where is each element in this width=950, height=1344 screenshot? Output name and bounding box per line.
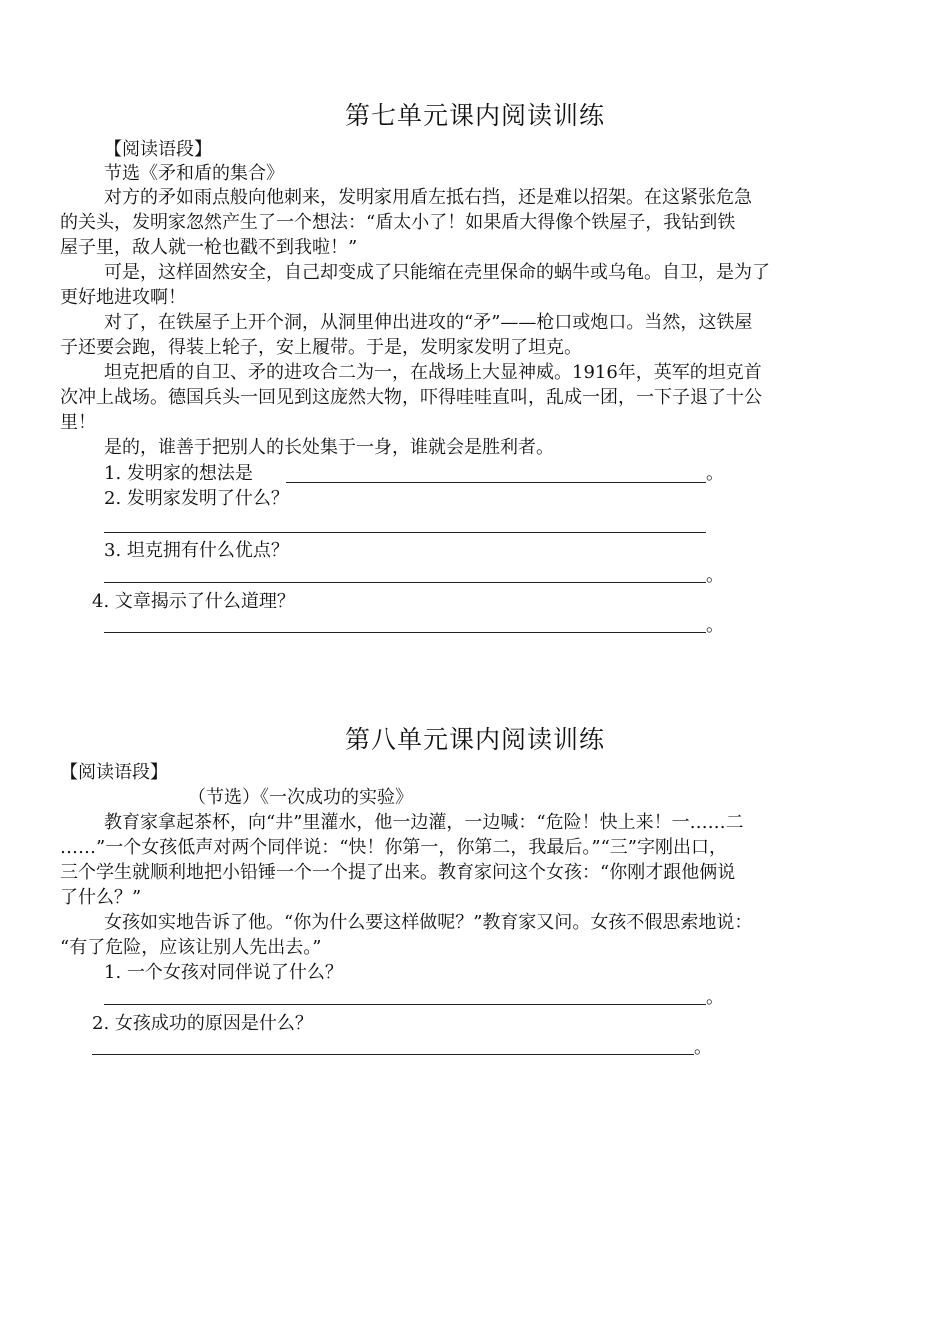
unit8-source: （节选）《一次成功的实验》 <box>188 787 413 808</box>
question-text: 1. 发明家的想法是 <box>104 463 253 484</box>
unit7-para-line: 子还要会跑，得装上轮子，安上履带。于是，发明家发明了坦克。 <box>60 337 582 358</box>
unit7-para-line: 屋子里，敌人就一枪也戳不到我啦！” <box>60 237 358 258</box>
unit7-question-1 <box>104 462 253 486</box>
unit7-para-line: 对了，在铁屋子上开个洞，从洞里伸出进攻的“矛”——枪口或炮口。当然，这铁屋 <box>104 312 753 333</box>
unit8-para-line: 教育家拿起茶杯，向“井”里灌水，他一边灌，一边喊：“危险！快上来！一……二 <box>104 812 744 833</box>
unit7-para-line: 对方的矛如雨点般向他刺来，发明家用盾左抵右挡，还是难以招架。在这紧张危急 <box>104 187 752 208</box>
unit8-para-line: 三个学生就顺利地把小铅锤一个一个提了出来。教育家问这个女孩：“你刚才跟他俩说 <box>60 862 736 883</box>
answer-blank-q3[interactable] <box>104 582 706 583</box>
unit7-title: 第七单元课内阅读训练 <box>344 101 605 130</box>
unit8-para-line: “有了危险，应该让别人先出去。” <box>60 937 322 958</box>
answer-blank-q1[interactable] <box>104 1004 706 1005</box>
unit8-para-line: 了什么？” <box>60 887 142 908</box>
period: 。 <box>694 1037 712 1058</box>
unit7-para-line: 里！ <box>60 412 96 433</box>
unit8-title: 第八单元课内阅读训练 <box>344 725 605 754</box>
answer-blank-q4[interactable] <box>104 632 706 633</box>
unit7-para-line: 是的，谁善于把别人的长处集于一身，谁就会是胜利者。 <box>104 437 554 458</box>
unit8-question-1: 1. 一个女孩对同伴说了什么？ <box>104 962 343 983</box>
unit7-section-label: 【阅读语段】 <box>104 139 212 160</box>
unit7-para-line: 的关头，发明家忽然产生了一个想法：“盾太小了！如果盾大得像个铁屋子，我钻到铁 <box>60 212 736 233</box>
unit7-source: 节选《矛和盾的集合》 <box>104 163 284 184</box>
answer-blank-q2[interactable] <box>92 1054 694 1055</box>
unit8-section-label: 【阅读语段】 <box>60 762 168 783</box>
unit7-question-4: 4. 文章揭示了什么道理？ <box>92 591 295 612</box>
unit8-question-2: 2. 女孩成功的原因是什么？ <box>92 1013 313 1034</box>
unit8-para-line: ……”一个女孩低声对两个同伴说：“快！你第一，你第二，我最后。”“三”字刚出口， <box>60 837 728 858</box>
period: 。 <box>706 463 724 484</box>
unit8-para-line: 女孩如实地告诉了他。“你为什么要这样做呢？”教育家又问。女孩不假思索地说： <box>104 912 753 933</box>
period: 。 <box>706 565 724 586</box>
unit7-para-line: 坦克把盾的自卫、矛的进攻合二为一，在战场上大显神威。1916年，英军的坦克首 <box>104 362 762 383</box>
period: 。 <box>706 987 724 1008</box>
answer-blank-q1[interactable] <box>286 482 706 483</box>
unit7-para-line: 次冲上战场。德国兵头一回见到这庞然大物，吓得哇哇直叫，乱成一团，一下子退了十公 <box>60 387 762 408</box>
unit7-para-line: 可是，这样固然安全，自己却变成了只能缩在壳里保命的蜗牛或乌龟。自卫，是为了 <box>104 262 770 283</box>
unit7-question-3: 3. 坦克拥有什么优点？ <box>104 540 289 561</box>
unit7-question-2: 2. 发明家发明了什么？ <box>104 488 289 509</box>
period: 。 <box>706 615 724 636</box>
unit7-para-line: 更好地进攻啊！ <box>60 287 186 308</box>
answer-blank-q2[interactable] <box>104 532 706 533</box>
